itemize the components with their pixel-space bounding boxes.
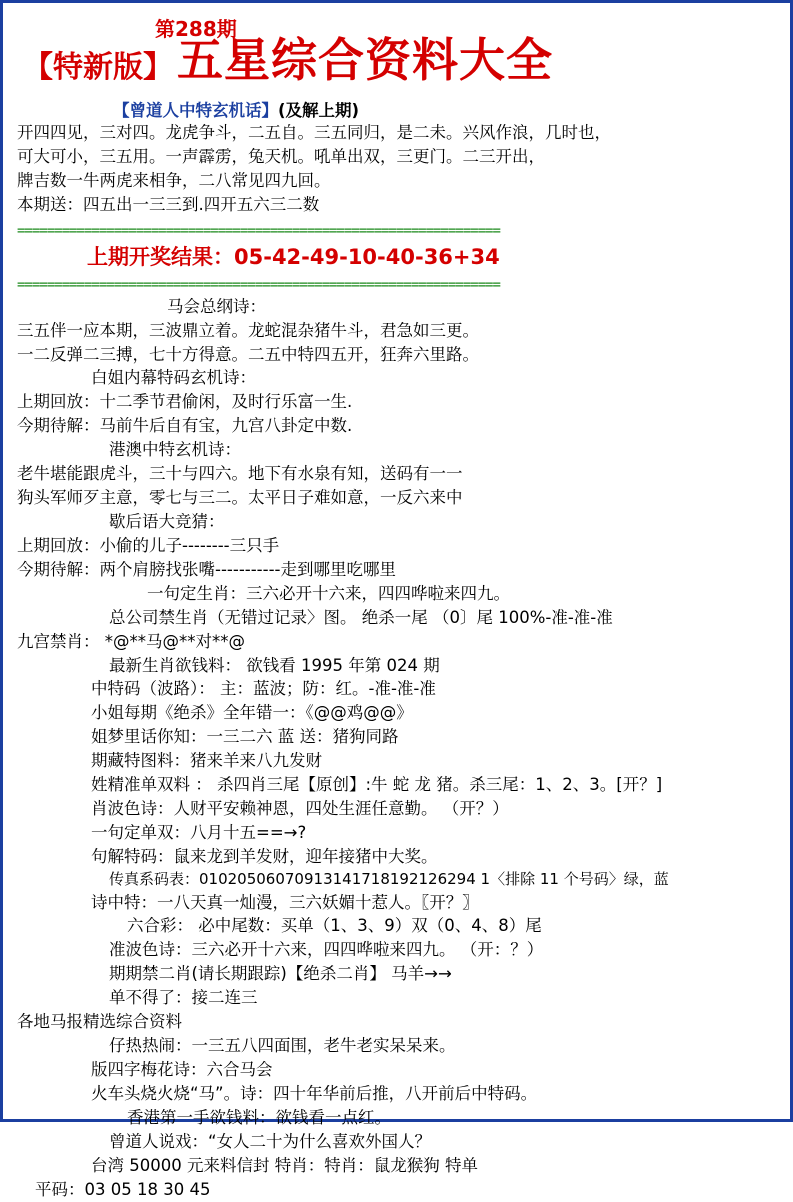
section6-line: 一句定单双：八月十五==→? xyxy=(91,822,307,842)
section5-line: 上期回放：小偷的儿子--------三只手 xyxy=(17,535,280,555)
section2-line: 三五伴一应本期，三波鼎立着。龙蛇混杂猪牛斗，君急如三更。 xyxy=(17,320,479,340)
draw-result xyxy=(87,241,776,271)
section1-heading xyxy=(113,97,776,121)
section6-line: 期期禁二肖(请长期跟踪)【绝杀二肖】 马羊→→ xyxy=(109,964,452,984)
draw-result-numbers: 05-42-49-10-40-36+34 xyxy=(234,244,500,269)
section4-line: 老牛堪能跟虎斗，三十与四六。地下有水泉有知，送码有一一 xyxy=(17,464,463,484)
section6-line: 单不得了：接二连三 xyxy=(109,988,258,1008)
section7-line: 曾道人说戏：“女人二十为什么喜欢外国人？ xyxy=(109,1131,432,1151)
section1-heading-main: 【曾道人中特玄机话】 xyxy=(113,101,278,120)
section6-line: 肖波色诗：人财平安赖神恩，四处生涯任意勤。 （开？） xyxy=(91,799,509,819)
section4-line: 狗头军师歹主意，零七与三二。太平日子难如意，一反六来中 xyxy=(17,488,463,508)
section1-line: 牌吉数一牛两虎来相争，二八常见四九回。 xyxy=(17,170,331,190)
section7-title: 各地马报精选综合资料 xyxy=(17,1012,182,1032)
section4-title: 港澳中特玄机诗： xyxy=(109,440,241,460)
section1-heading-sub: (及解上期) xyxy=(278,101,360,120)
section1-line: 开四四见，三对四。龙虎争斗，二五自。三五同归，是二未。兴风作浪，几时也， xyxy=(17,123,611,142)
section6-line: 句解特码：鼠来龙到羊发财，迎年接猪中大奖。 xyxy=(91,846,438,866)
section6-line: 总公司禁生肖（无错过记录〉图。 绝杀一尾 （0〕尾 100%-准-准-准 xyxy=(109,607,613,627)
section5-line: 今期待解：两个肩膀找张嘴-----------走到哪里吃哪里 xyxy=(17,559,396,579)
page-title: 五星综合资料大全 xyxy=(177,33,553,87)
section7-line: 台湾 50000 元来料信封 特肖：特肖：鼠龙猴狗 特单 xyxy=(91,1155,478,1175)
section7-line: 火车头烧火烧“马”。诗：四十年华前后推，八开前后中特码。 xyxy=(91,1083,538,1103)
section6-line: 最新生肖欲钱料： 欲钱看 1995 年第 024 期 xyxy=(109,655,440,675)
issue-number: 第288期 xyxy=(155,17,237,41)
section6-line: 期藏特图料：猪来羊来八九发财 xyxy=(91,751,322,771)
title-row xyxy=(23,33,776,87)
section6-line: 一句定生肖：三六必开十六来，四四哗啦来四九。 xyxy=(147,583,510,603)
section1-line: 本期送：四五出一三三到.四开五六三二数 xyxy=(17,194,320,214)
section6-line: 小姐每期《绝杀》全年错一：《@@鸡@@》 xyxy=(91,703,413,723)
divider-top: ================================================================= xyxy=(17,222,500,239)
section5-title: 歇后语大竞猜： xyxy=(109,511,225,531)
section3-line: 上期回放：十二季节君偷闲，及时行乐富一生. xyxy=(17,392,353,412)
section7-line: 仔热热闹：一三五八四面围，老牛老实呆呆来。 xyxy=(109,1036,456,1056)
section6-line: 诗中特：一八天真一灿漫，三六妖媚十惹人。〖开？〗 xyxy=(91,892,479,912)
section1-line: 可大可小，三五用。一声霹雳，兔天机。吼单出双，三更门。二三开出， xyxy=(17,146,545,166)
section6-line: 传真系码表：01020506070913141718192126294 1〈排除 11 个号码〉绿，蓝 xyxy=(109,869,669,888)
section6-line: 六合彩： 必中尾数：买单（1、3、9）双（0、4、8）尾 xyxy=(127,916,542,936)
section6-line: 九宫禁肖： *@**马@**对**@ xyxy=(17,631,245,651)
section6-line: 姐梦里话你知：一三二六 蓝 送：猪狗同路 xyxy=(91,727,399,747)
section7-line: 平码：03 05 18 30 45 xyxy=(35,1179,211,1199)
section6-line: 准波色诗：三六必开十六来，四四哗啦来四九。 （开：？） xyxy=(109,940,544,960)
divider-bottom: ================================================================= xyxy=(17,276,500,293)
draw-result-label: 上期开奖结果： xyxy=(87,244,234,269)
section6-line: 姓精准单双料 ： 杀四肖三尾【原创】:牛 蛇 龙 猪。杀三尾：1、2、3。[开？] xyxy=(91,775,663,795)
section3-line: 今期待解：马前牛后自有宝，九宫八卦定中数. xyxy=(17,416,353,436)
section6-line: 中特码（波路）： 主：蓝波；防：红。-准-准-准 xyxy=(91,679,436,699)
edition-tag: 【特新版】 xyxy=(23,50,173,85)
section2-title: 马会总纲诗： xyxy=(167,296,266,316)
section3-title: 白姐内幕特码玄机诗： xyxy=(91,368,256,388)
section7-line: 版四字梅花诗：六合马会 xyxy=(91,1060,273,1080)
section2-line: 一二反弹二三搏，七十方得意。二五中特四五开，狂奔六里路。 xyxy=(17,344,479,364)
section7-line: 香港第一手欲钱料：欲钱看一点红。 xyxy=(127,1107,391,1127)
